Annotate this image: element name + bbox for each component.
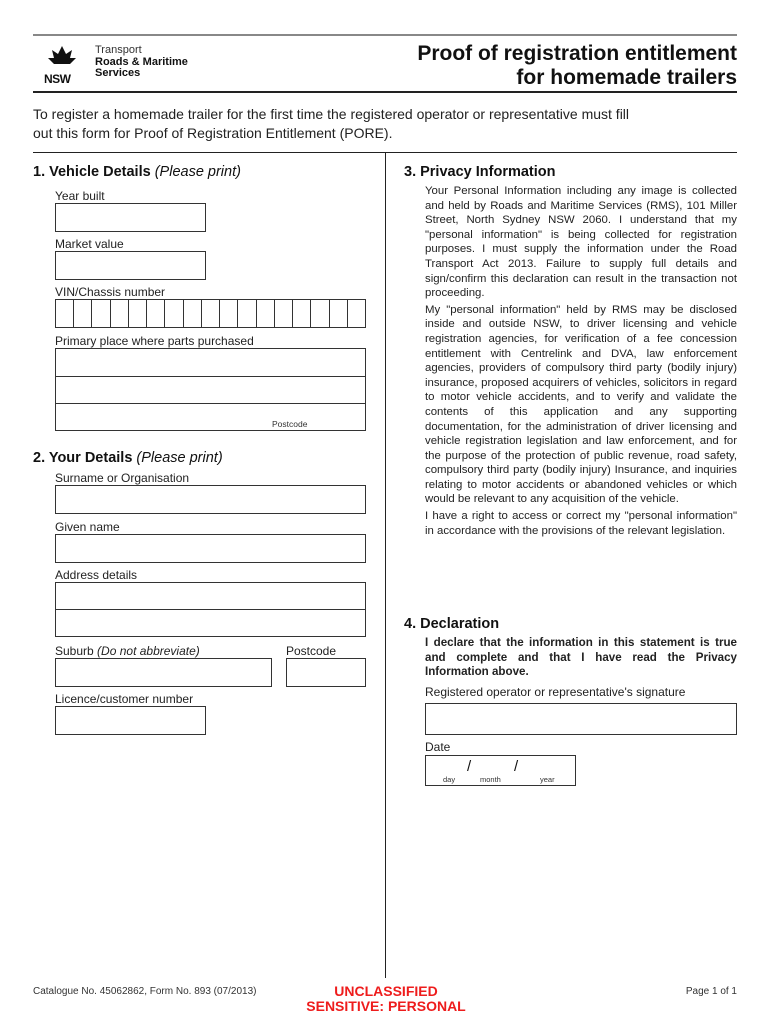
signature-label: Registered operator or representative's signature: [425, 685, 686, 699]
postcode-field[interactable]: [286, 658, 366, 687]
date-label: Date: [425, 740, 451, 754]
market-value-field[interactable]: [55, 251, 206, 280]
date-slash-2: /: [514, 758, 519, 775]
logo-text: NSW: [44, 72, 71, 86]
year-built-label: Year built: [55, 189, 105, 203]
vin-field[interactable]: [55, 299, 366, 328]
year-label: year: [540, 775, 555, 784]
licence-label: Licence/customer number: [55, 692, 194, 706]
declaration-statement: I declare that the information in this statement is true and complete and that I have read the Privacy Information above.: [425, 636, 737, 679]
primary-place-line-2[interactable]: [55, 376, 366, 404]
address-label: Address details: [55, 568, 138, 582]
date-slash-1: /: [467, 758, 472, 775]
suburb-label: Suburb (Do not abbreviate): [55, 644, 200, 658]
top-rule: [33, 34, 737, 36]
year-built-field[interactable]: [55, 203, 206, 232]
market-value-label: Market value: [55, 237, 124, 251]
column-divider: [385, 153, 386, 978]
page-title: Proof of registration entitlement for homemade trailers: [417, 42, 737, 89]
section4-heading: 4. Declaration: [404, 616, 500, 632]
postcode-label: Postcode: [286, 644, 337, 658]
suburb-field[interactable]: [55, 658, 272, 687]
primary-place-label: Primary place where parts purchased: [55, 334, 254, 348]
licence-field[interactable]: [55, 706, 206, 735]
section3-heading: 3. Privacy Information: [404, 164, 556, 180]
address-line-2[interactable]: [55, 609, 366, 637]
month-label: month: [480, 775, 501, 784]
waratah-icon: [44, 44, 80, 68]
given-name-field[interactable]: [55, 534, 366, 563]
signature-field[interactable]: [425, 703, 737, 735]
section1-heading: 1. Vehicle Details (Please print): [33, 164, 241, 180]
privacy-text: Your Personal Information including any image is collected and held by Roads and Maritime Services (RMS), 101 Miller Street, North Sydney NSW 2060. I understand that my "personal information" is being collected for registration purposes. I must supply the information under the Road Transport Act 2013. Failure to supply full details and sign/confirm this declaration can result in the transaction not proceeding. My "personal information" held by RMS may be disclosed inside and outside NSW, to driver licensing and vehicle registration agencies, for verification of a fee concession entitlement with Centrelink and DVA, law enforcement agencies, providers of compulsory third party (bodily injury) insurance, proposed acquirers of vehicles, solicitors in regard to motor vehicle accidents, and to verify and validate the contents of this application and any supporting documentation, for the administration of driver licensing and vehicle registration legislation and law enforcement, and for the purpose of the protection of public revenue, road safety, compulsory third party (bodily injury) Insurance, and inquiries relating to motor accidents or abandoned vehicles or which would be relevant to any acquisition of the vehicle. I have a right to access or correct my "personal information" in accordance with the provisions of the relevant legislation.: [425, 185, 737, 537]
primary-postcode-label: Postcode: [272, 419, 308, 429]
given-name-label: Given name: [55, 520, 120, 534]
intro-text: To register a homemade trailer for the first time the registered operator or representative must fill out this form for Proof of Registration Entitlement (PORE).: [33, 106, 630, 141]
vin-label: VIN/Chassis number: [55, 285, 166, 299]
surname-field[interactable]: [55, 485, 366, 514]
day-label: day: [443, 775, 456, 784]
surname-label: Surname or Organisation: [55, 471, 190, 485]
header-rule: [33, 91, 737, 93]
catalogue-number: Catalogue No. 45062862, Form No. 893 (07/2013): [33, 986, 257, 997]
classification: UNCLASSIFIED SENSITIVE: PERSONAL: [306, 983, 466, 1014]
section2-heading: 2. Your Details (Please print): [33, 450, 223, 466]
address-line-1[interactable]: [55, 582, 366, 610]
primary-place-line-1[interactable]: [55, 348, 366, 377]
page-number: Page 1 of 1: [685, 986, 737, 997]
nsw-logo: [44, 44, 80, 84]
org-name: Transport Roads & Maritime Services: [95, 44, 188, 79]
primary-place-line-3[interactable]: [55, 403, 366, 431]
